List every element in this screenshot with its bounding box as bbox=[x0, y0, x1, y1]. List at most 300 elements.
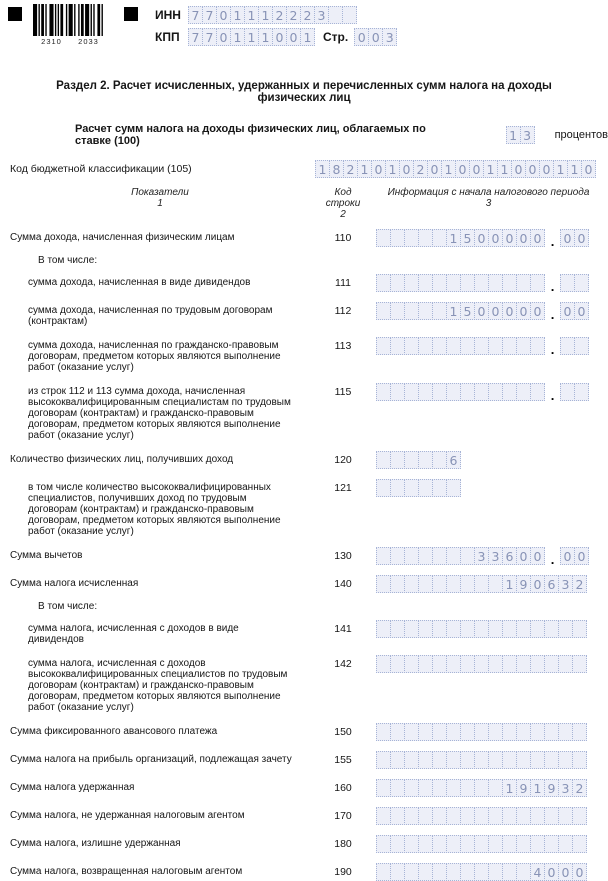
digit-cell: 1 bbox=[230, 6, 245, 24]
row-code: 141 bbox=[334, 623, 352, 635]
digit-cell bbox=[558, 835, 573, 853]
digit-cell bbox=[516, 383, 531, 401]
row-label: сумма дохода, начисленная по трудовым договорам (контрактам) bbox=[28, 305, 273, 327]
digit-cell bbox=[404, 383, 419, 401]
kbk-line bbox=[0, 160, 608, 178]
page-number-field bbox=[354, 28, 397, 46]
row-code: 180 bbox=[334, 838, 352, 850]
digit-cell: 0 bbox=[516, 547, 531, 565]
digit-cell bbox=[502, 655, 517, 673]
barcode-numbers bbox=[33, 37, 107, 46]
digit-cell bbox=[404, 863, 419, 881]
barcode-bars bbox=[33, 4, 107, 36]
digit-cell bbox=[460, 751, 475, 769]
digit-cell: 6 bbox=[446, 451, 461, 469]
digit-cell bbox=[460, 575, 475, 593]
digit-cell bbox=[418, 479, 433, 497]
digit-cell bbox=[418, 655, 433, 673]
digit-cell: 1 bbox=[446, 229, 461, 247]
inn-label: ИНН bbox=[155, 8, 181, 22]
row-value-field bbox=[376, 863, 601, 881]
digit-cell bbox=[544, 620, 559, 638]
decimal-dot: . bbox=[550, 388, 555, 403]
digit-cell: 0 bbox=[474, 302, 489, 320]
rubles-field bbox=[376, 229, 545, 247]
digit-cell bbox=[558, 807, 573, 825]
digit-cell bbox=[502, 863, 517, 881]
table-row bbox=[10, 575, 608, 593]
digit-cell bbox=[474, 751, 489, 769]
digit-cell bbox=[558, 751, 573, 769]
amount-field bbox=[376, 807, 587, 825]
row-value-field bbox=[376, 337, 601, 355]
digit-cell: 2 bbox=[286, 6, 301, 24]
digit-cell bbox=[460, 547, 475, 565]
digit-cell bbox=[574, 337, 589, 355]
digit-cell bbox=[432, 751, 447, 769]
digit-cell bbox=[474, 835, 489, 853]
digit-cell: 1 bbox=[567, 160, 582, 178]
digit-cell: 3 bbox=[558, 779, 573, 797]
table-row bbox=[10, 383, 608, 441]
digit-cell: 2 bbox=[572, 779, 587, 797]
digit-cell bbox=[376, 302, 391, 320]
digit-cell: 1 bbox=[502, 575, 517, 593]
digit-cell bbox=[446, 479, 461, 497]
row-code: 160 bbox=[334, 782, 352, 794]
digit-cell bbox=[432, 337, 447, 355]
digit-cell: 0 bbox=[530, 302, 545, 320]
digit-cell: 5 bbox=[460, 302, 475, 320]
digit-cell bbox=[404, 337, 419, 355]
row-value-field bbox=[376, 751, 601, 769]
digit-cell bbox=[390, 575, 405, 593]
digit-cell bbox=[376, 723, 391, 741]
digit-cell bbox=[404, 451, 419, 469]
table-row bbox=[10, 779, 608, 797]
digit-cell bbox=[432, 835, 447, 853]
digit-cell bbox=[376, 655, 391, 673]
table-header bbox=[0, 187, 608, 220]
digit-cell bbox=[530, 383, 545, 401]
table-row bbox=[10, 863, 608, 881]
row-code: 112 bbox=[334, 305, 352, 317]
digit-cell bbox=[544, 807, 559, 825]
digit-cell: 7 bbox=[202, 28, 217, 46]
digit-cell: 0 bbox=[516, 229, 531, 247]
digit-cell: 3 bbox=[382, 28, 397, 46]
digit-cell: 7 bbox=[202, 6, 217, 24]
digit-cell bbox=[390, 229, 405, 247]
digit-cell: 3 bbox=[314, 6, 329, 24]
amount-field bbox=[376, 779, 587, 797]
digit-cell bbox=[502, 620, 517, 638]
digit-cell bbox=[488, 835, 503, 853]
barcode-number-left: 2310 bbox=[41, 37, 62, 46]
row-value-field bbox=[376, 779, 601, 797]
table-row bbox=[10, 655, 608, 713]
digit-cell bbox=[460, 779, 475, 797]
row-label: Сумма налога на прибыль организаций, подлежащая зачету bbox=[10, 754, 292, 765]
digit-cell bbox=[474, 723, 489, 741]
row-label: сумма дохода, начисленная по гражданско-правовым договорам, предметом которых являются выполнение работ (оказание услуг) bbox=[28, 340, 281, 373]
digit-cell: 0 bbox=[558, 863, 573, 881]
digit-cell bbox=[404, 779, 419, 797]
digit-cell bbox=[390, 383, 405, 401]
row-value-field bbox=[376, 547, 601, 565]
digit-cell: 7 bbox=[188, 6, 203, 24]
digit-cell bbox=[376, 274, 391, 292]
tax-rate-line bbox=[0, 123, 608, 147]
digit-cell bbox=[574, 274, 589, 292]
kbk-label: Код бюджетной классификации (105) bbox=[10, 163, 192, 175]
digit-cell bbox=[502, 807, 517, 825]
digit-cell: 3 bbox=[558, 575, 573, 593]
rubles-field bbox=[376, 302, 545, 320]
column-header-indicators bbox=[10, 187, 310, 220]
digit-cell bbox=[418, 547, 433, 565]
digit-cell bbox=[404, 575, 419, 593]
digit-cell bbox=[376, 451, 391, 469]
registration-mark-left bbox=[8, 7, 22, 21]
digit-cell: 0 bbox=[272, 28, 287, 46]
digit-cell bbox=[390, 479, 405, 497]
row-label: Количество физических лиц, получивших доход bbox=[10, 454, 234, 465]
digit-cell bbox=[460, 620, 475, 638]
digit-cell bbox=[390, 451, 405, 469]
digit-cell: 0 bbox=[427, 160, 442, 178]
digit-cell bbox=[432, 229, 447, 247]
id-fields bbox=[155, 6, 397, 50]
digit-cell bbox=[488, 620, 503, 638]
inn-field bbox=[188, 6, 357, 24]
digit-cell bbox=[418, 620, 433, 638]
digit-cell bbox=[376, 479, 391, 497]
digit-cell: 0 bbox=[544, 863, 559, 881]
digit-cell: 1 bbox=[300, 28, 315, 46]
digit-cell bbox=[432, 779, 447, 797]
row-code: 170 bbox=[334, 810, 352, 822]
amount-field bbox=[376, 575, 587, 593]
digit-cell bbox=[418, 835, 433, 853]
digit-cell: 2 bbox=[413, 160, 428, 178]
amount-field bbox=[376, 620, 587, 638]
digit-cell bbox=[446, 751, 461, 769]
digit-cell: 0 bbox=[502, 302, 517, 320]
digit-cell: 0 bbox=[530, 575, 545, 593]
digit-cell bbox=[446, 274, 461, 292]
rows bbox=[0, 229, 608, 881]
digit-cell bbox=[390, 751, 405, 769]
digit-cell: 0 bbox=[488, 302, 503, 320]
digit-cell: 0 bbox=[488, 229, 503, 247]
table-row bbox=[10, 274, 608, 292]
digit-cell bbox=[376, 751, 391, 769]
digit-cell: 0 bbox=[560, 547, 575, 565]
row-code: 142 bbox=[334, 658, 352, 670]
digit-cell bbox=[502, 383, 517, 401]
digit-cell: 9 bbox=[516, 575, 531, 593]
digit-cell: 1 bbox=[446, 302, 461, 320]
digit-cell bbox=[572, 835, 587, 853]
digit-cell bbox=[446, 575, 461, 593]
digit-cell: 0 bbox=[399, 160, 414, 178]
digit-cell bbox=[342, 6, 357, 24]
row-code: 121 bbox=[334, 482, 352, 494]
row-label: Сумма налога, не удержанная налоговым агентом bbox=[10, 810, 245, 821]
digit-cell bbox=[530, 337, 545, 355]
digit-cell: 1 bbox=[357, 160, 372, 178]
digit-cell bbox=[516, 863, 531, 881]
column-header-line-code bbox=[310, 187, 376, 220]
digit-cell bbox=[488, 723, 503, 741]
kopecks-field bbox=[560, 229, 589, 247]
row-value-field bbox=[376, 575, 601, 593]
rubles-field bbox=[376, 547, 545, 565]
digit-cell bbox=[404, 835, 419, 853]
row-code: 120 bbox=[334, 454, 352, 466]
digit-cell bbox=[460, 807, 475, 825]
digit-cell bbox=[446, 655, 461, 673]
digit-cell bbox=[376, 547, 391, 565]
digit-cell bbox=[572, 807, 587, 825]
digit-cell bbox=[404, 274, 419, 292]
digit-cell: 0 bbox=[539, 160, 554, 178]
row-value-field bbox=[376, 807, 601, 825]
digit-cell bbox=[404, 479, 419, 497]
digit-cell bbox=[418, 807, 433, 825]
row-label: из строк 112 и 113 сумма дохода, начисленная высококвалифицированным специалистам по трудовым договорам (контрактам) и гражданско-правовым договорам, предметом которых являются выполнение работ (оказание услуг) bbox=[28, 386, 291, 441]
digit-cell: 0 bbox=[502, 229, 517, 247]
decimal-dot: . bbox=[550, 342, 555, 357]
row-value-field bbox=[376, 274, 601, 292]
table-row bbox=[10, 479, 608, 537]
row-code: 150 bbox=[334, 726, 352, 738]
row-label: сумма налога, исчисленная с доходов в виде дивидендов bbox=[28, 623, 239, 645]
digit-cell bbox=[474, 274, 489, 292]
digit-cell: 7 bbox=[188, 28, 203, 46]
digit-cell bbox=[432, 655, 447, 673]
amount-field bbox=[376, 723, 587, 741]
digit-cell bbox=[418, 451, 433, 469]
digit-cell bbox=[488, 575, 503, 593]
digit-cell bbox=[390, 807, 405, 825]
digit-cell bbox=[502, 274, 517, 292]
row-code: 155 bbox=[334, 754, 352, 766]
digit-cell bbox=[572, 723, 587, 741]
digit-cell: 0 bbox=[368, 28, 383, 46]
row-code: 111 bbox=[335, 277, 351, 289]
row-label: в том числе количество высококвалифицированных специалистов, получивших доход по трудовым договорам (контрактам) и гражданско-правовым договорам, предметом которых являются выполнение работ (оказание услуг) bbox=[28, 482, 281, 537]
digit-cell bbox=[376, 807, 391, 825]
digit-cell bbox=[376, 863, 391, 881]
digit-cell bbox=[404, 807, 419, 825]
digit-cell bbox=[544, 751, 559, 769]
digit-cell bbox=[516, 337, 531, 355]
row-value-field bbox=[376, 229, 601, 247]
digit-cell bbox=[558, 655, 573, 673]
inn-row bbox=[155, 6, 397, 24]
rubles-field bbox=[376, 383, 545, 401]
digit-cell: 9 bbox=[544, 779, 559, 797]
digit-cell: 1 bbox=[441, 160, 456, 178]
table-subheader: В том числе: bbox=[38, 255, 98, 266]
digit-cell bbox=[432, 723, 447, 741]
digit-cell bbox=[516, 807, 531, 825]
table-row bbox=[10, 723, 608, 741]
rubles-field bbox=[376, 274, 545, 292]
form-header bbox=[0, 0, 608, 50]
digit-cell bbox=[460, 383, 475, 401]
digit-cell bbox=[404, 547, 419, 565]
decimal-dot: . bbox=[550, 279, 555, 294]
digit-cell: 2 bbox=[300, 6, 315, 24]
digit-cell bbox=[572, 655, 587, 673]
row-code: 130 bbox=[334, 550, 352, 562]
digit-cell bbox=[446, 547, 461, 565]
digit-cell: 0 bbox=[516, 302, 531, 320]
digit-cell bbox=[404, 229, 419, 247]
digit-cell bbox=[530, 807, 545, 825]
digit-cell bbox=[446, 620, 461, 638]
digit-cell: 1 bbox=[258, 28, 273, 46]
digit-cell: 0 bbox=[216, 6, 231, 24]
digit-cell: 8 bbox=[329, 160, 344, 178]
digit-cell: 4 bbox=[530, 863, 545, 881]
digit-cell bbox=[474, 863, 489, 881]
row-label: Сумма фиксированного авансового платежа bbox=[10, 726, 218, 737]
digit-cell bbox=[530, 723, 545, 741]
row-code: 110 bbox=[334, 232, 352, 244]
digit-cell bbox=[516, 620, 531, 638]
column-header-line-code-text2: строки bbox=[325, 198, 361, 209]
digit-cell: 1 bbox=[483, 160, 498, 178]
kbk-field bbox=[315, 160, 596, 178]
digit-cell bbox=[488, 655, 503, 673]
digit-cell: 6 bbox=[544, 575, 559, 593]
amount-field bbox=[376, 751, 587, 769]
column-header-info bbox=[376, 187, 601, 220]
digit-cell: 2 bbox=[343, 160, 358, 178]
digit-cell bbox=[516, 274, 531, 292]
digit-cell bbox=[404, 620, 419, 638]
kopecks-field bbox=[560, 383, 589, 401]
digit-cell bbox=[418, 337, 433, 355]
digit-cell: 1 bbox=[502, 779, 517, 797]
digit-cell: 1 bbox=[315, 160, 330, 178]
digit-cell bbox=[328, 6, 343, 24]
digit-cell bbox=[460, 274, 475, 292]
digit-cell bbox=[572, 620, 587, 638]
digit-cell: 0 bbox=[455, 160, 470, 178]
table-row bbox=[10, 807, 608, 825]
digit-cell bbox=[432, 575, 447, 593]
digit-cell bbox=[418, 229, 433, 247]
page-number-label: Стр. bbox=[323, 30, 349, 44]
digit-cell bbox=[488, 274, 503, 292]
digit-cell: 1 bbox=[244, 6, 259, 24]
table-row bbox=[10, 337, 608, 373]
digit-cell bbox=[488, 337, 503, 355]
digit-cell bbox=[544, 835, 559, 853]
digit-cell: 0 bbox=[581, 160, 596, 178]
digit-cell bbox=[488, 807, 503, 825]
digit-cell bbox=[390, 547, 405, 565]
row-label: Сумма налога исчисленная bbox=[10, 578, 139, 589]
digit-cell bbox=[432, 451, 447, 469]
digit-cell bbox=[404, 655, 419, 673]
row-code: 190 bbox=[334, 866, 352, 878]
digit-cell bbox=[474, 655, 489, 673]
digit-cell bbox=[460, 863, 475, 881]
barcode-number-right: 2033 bbox=[78, 37, 99, 46]
digit-cell bbox=[432, 547, 447, 565]
digit-cell bbox=[574, 383, 589, 401]
kopecks-field bbox=[560, 337, 589, 355]
digit-cell: 0 bbox=[216, 28, 231, 46]
kpp-label: КПП bbox=[155, 30, 180, 44]
digit-cell bbox=[446, 835, 461, 853]
digit-cell bbox=[460, 337, 475, 355]
digit-cell bbox=[418, 779, 433, 797]
digit-cell bbox=[390, 655, 405, 673]
digit-cell bbox=[446, 807, 461, 825]
digit-cell bbox=[558, 620, 573, 638]
table-row bbox=[10, 229, 608, 247]
digit-cell bbox=[390, 274, 405, 292]
digit-cell bbox=[418, 751, 433, 769]
row-value-field bbox=[376, 655, 601, 673]
row-value-field bbox=[376, 479, 601, 497]
digit-cell: 0 bbox=[511, 160, 526, 178]
table-row bbox=[10, 751, 608, 769]
digit-cell bbox=[544, 655, 559, 673]
digit-cell bbox=[404, 302, 419, 320]
digit-cell: 1 bbox=[230, 28, 245, 46]
digit-cell bbox=[516, 655, 531, 673]
digit-cell bbox=[446, 337, 461, 355]
digit-cell bbox=[404, 751, 419, 769]
digit-cell bbox=[376, 383, 391, 401]
row-label: Сумма налога, излишне удержанная bbox=[10, 838, 181, 849]
digit-cell bbox=[418, 863, 433, 881]
digit-cell: 6 bbox=[502, 547, 517, 565]
digit-cell: 0 bbox=[572, 863, 587, 881]
tax-rate-suffix: процентов bbox=[554, 129, 608, 141]
digit-cell bbox=[390, 779, 405, 797]
table-row bbox=[10, 451, 608, 469]
digit-cell bbox=[418, 575, 433, 593]
row-label: Сумма налога удержанная bbox=[10, 782, 135, 793]
digit-cell bbox=[446, 779, 461, 797]
decimal-dot: . bbox=[550, 234, 555, 249]
kpp-row bbox=[155, 28, 397, 46]
digit-cell: 0 bbox=[474, 229, 489, 247]
table-row bbox=[10, 835, 608, 853]
digit-cell bbox=[516, 835, 531, 853]
row-code: 115 bbox=[334, 386, 352, 398]
digit-cell: 1 bbox=[506, 126, 521, 144]
row-value-field bbox=[376, 835, 601, 853]
digit-cell: 9 bbox=[516, 779, 531, 797]
digit-cell bbox=[560, 337, 575, 355]
row-value-field bbox=[376, 620, 601, 638]
digit-cell bbox=[432, 807, 447, 825]
count-field bbox=[376, 479, 461, 497]
digit-cell bbox=[390, 835, 405, 853]
row-code: 140 bbox=[334, 578, 352, 590]
digit-cell bbox=[544, 723, 559, 741]
